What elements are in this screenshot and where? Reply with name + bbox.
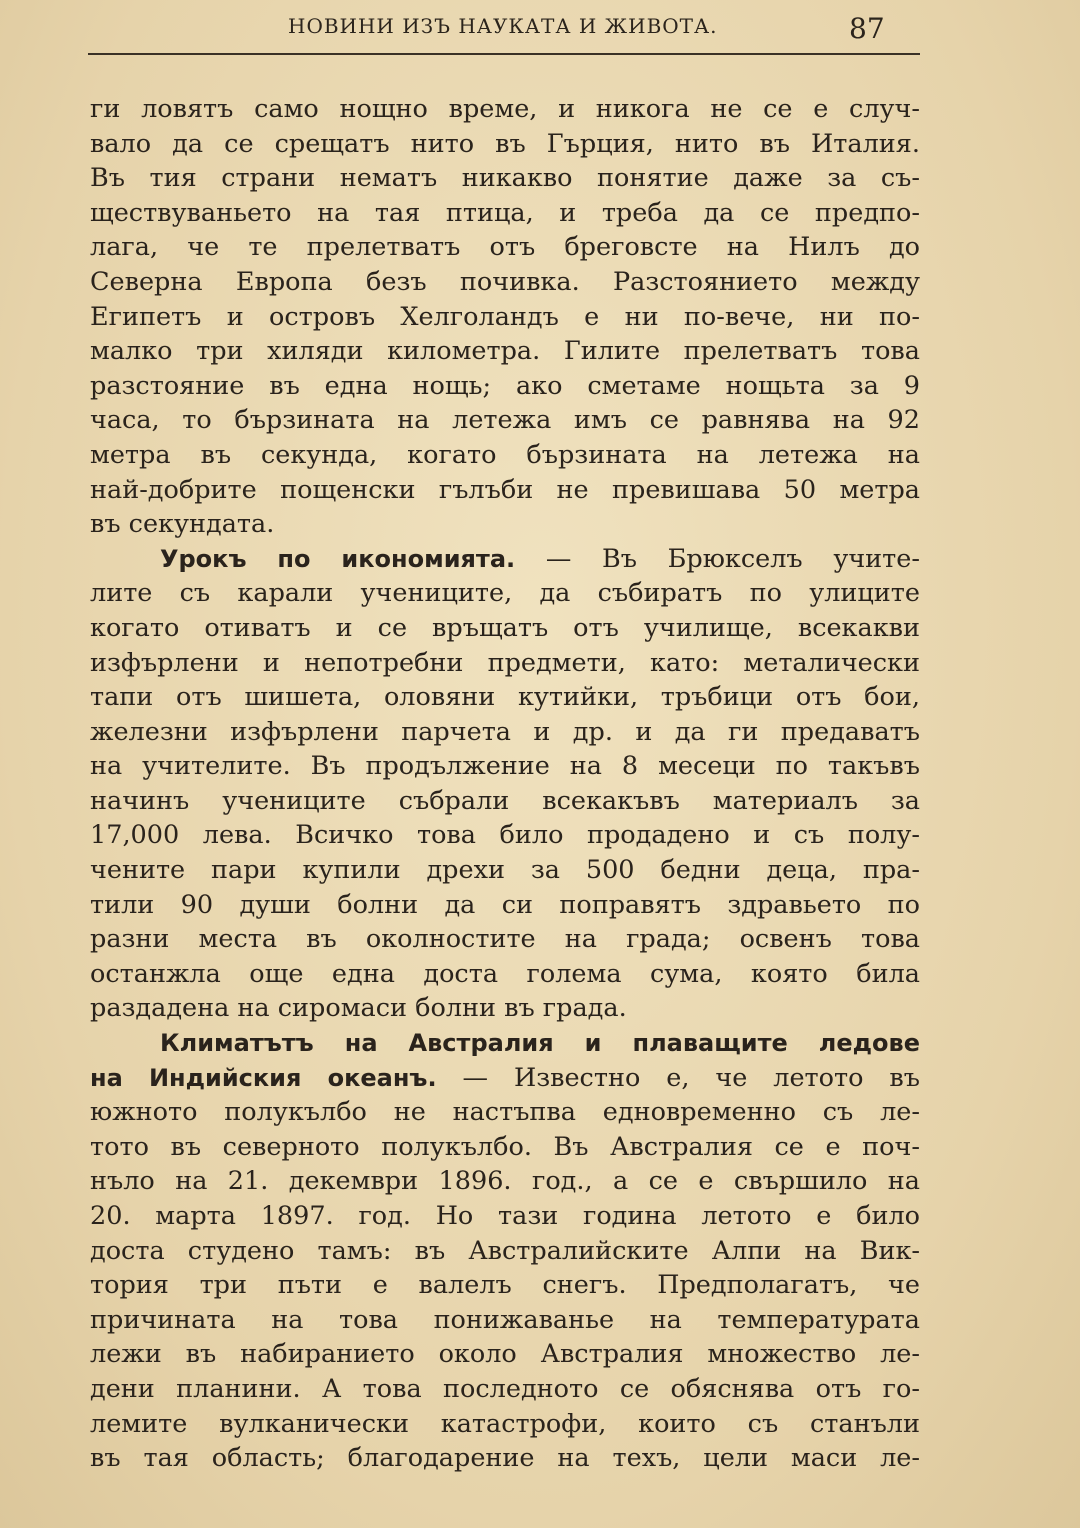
paragraph-birds	[90, 92, 920, 542]
text-line: железни изфърлени парчета и др. и да ги предаватъ	[90, 716, 920, 747]
text-line: въ тая область; благодарение на техъ, цели маси ле-	[90, 1443, 920, 1474]
text-line: тапи отъ шишета, оловяни кутийки, тръбици отъ бои,	[90, 682, 920, 713]
text-line: въ секундата.	[90, 509, 275, 540]
text-line: Египетъ и островъ Хелголандъ е ни по-вече, ни по-	[90, 301, 920, 332]
text-line: южното полукълбо не настъпва едновременно съ ле-	[90, 1097, 920, 1128]
paragraph-second-line	[90, 1061, 920, 1096]
text-line: 17,000 лева. Всичко това било продадено и съ полу-	[90, 820, 920, 851]
body-text	[90, 92, 920, 1476]
text-line: дени планини. А това последното се обяснява отъ го-	[90, 1373, 920, 1404]
text-line: доста студено тамъ: въ Австралийските Алпи на Вик-	[90, 1235, 920, 1266]
page-number: 87	[849, 12, 885, 45]
section-heading-australia-cont: на Индийския океанъ.	[90, 1063, 437, 1092]
running-head: НОВИНИ ИЗЪ НАУКАТА И ЖИВОТА.	[288, 14, 718, 38]
text-line: чените пари купили дрехи за 500 бедни деца, пра-	[90, 855, 920, 886]
text-run: — Въ Брюкселъ учите-	[515, 543, 920, 574]
paragraph-australia	[90, 1026, 920, 1476]
text-line: начинъ учениците събрали всекакъвъ материалъ за	[90, 785, 920, 816]
section-heading-australia-line1	[90, 1026, 920, 1061]
text-line: лага, че те прелетватъ отъ бреговсте на Нилъ до	[90, 232, 920, 263]
text-line: на учителите. Въ продължение на 8 месеци по такъвъ	[90, 751, 920, 782]
text-line: останжла още една доста голема сума, която била	[90, 958, 920, 989]
text-line: 20. марта 1897. год. Но тази година летото е било	[90, 1201, 920, 1231]
text-line: разни места въ околностите на града; освенъ това	[90, 924, 920, 955]
text-line: ги ловятъ само нощно време, и никога не се е случ-	[90, 94, 920, 124]
text-line: часа, то бързината на летежа имъ се равнява на 92	[90, 405, 920, 436]
text-line: Въ тия страни нематъ никакво понятие даже за съ-	[90, 163, 920, 194]
text-line: лемите вулканически катастрофи, които съ станъли	[90, 1408, 920, 1439]
text-line: вало да се срещатъ нито въ Гърция, нито въ Италия.	[90, 128, 920, 159]
text-line: разстояние въ една нощь; ако сметаме нощьта за 9	[90, 370, 920, 401]
text-line: тили 90 души болни да си поправятъ здравьето по	[90, 889, 920, 920]
section-heading-australia: Климатътъ на Австралия и плаващите ледове	[160, 1029, 920, 1058]
paragraph-first-line	[90, 542, 920, 577]
text-line: лите съ карали учениците, да събиратъ по улиците	[90, 578, 920, 609]
text-line: Северна Европа безъ почивка. Разстоянието между	[90, 266, 920, 297]
text-line: малко три хиляди километра. Гилите прелетватъ това	[90, 336, 920, 367]
text-line: най-добрите пощенски гълъби не превишава 50 метра	[90, 474, 920, 505]
text-run: — Известно е, че летото въ	[436, 1062, 920, 1093]
text-line: причината на това понижаванье на температурата	[90, 1304, 920, 1335]
text-line: метра въ секунда, когато бързината на летежа на	[90, 439, 920, 470]
text-line: лежи въ набиранието около Австралия множество ле-	[90, 1339, 920, 1370]
text-line: тото въ северното полукълбо. Въ Австралия се е поч-	[90, 1131, 920, 1162]
text-line: изфърлени и непотребни предмети, като: металически	[90, 647, 920, 678]
text-line: тория три пъти е валелъ снегъ. Предполагатъ, че	[90, 1270, 920, 1301]
paragraph-economy	[90, 542, 920, 1026]
text-line: нъло на 21. декември 1896. год., а се е свършило на	[90, 1166, 920, 1197]
text-line: раздадена на сиромаси болни въ града.	[90, 993, 627, 1024]
page-header	[0, 0, 1080, 80]
text-line: ществуваньето на тая птица, и треба да се предпо-	[90, 197, 920, 228]
header-rule	[88, 53, 920, 55]
text-line: когато отиватъ и се връщатъ отъ училище, всекакви	[90, 612, 920, 643]
section-heading-economy: Урокъ по икономията.	[160, 544, 516, 573]
